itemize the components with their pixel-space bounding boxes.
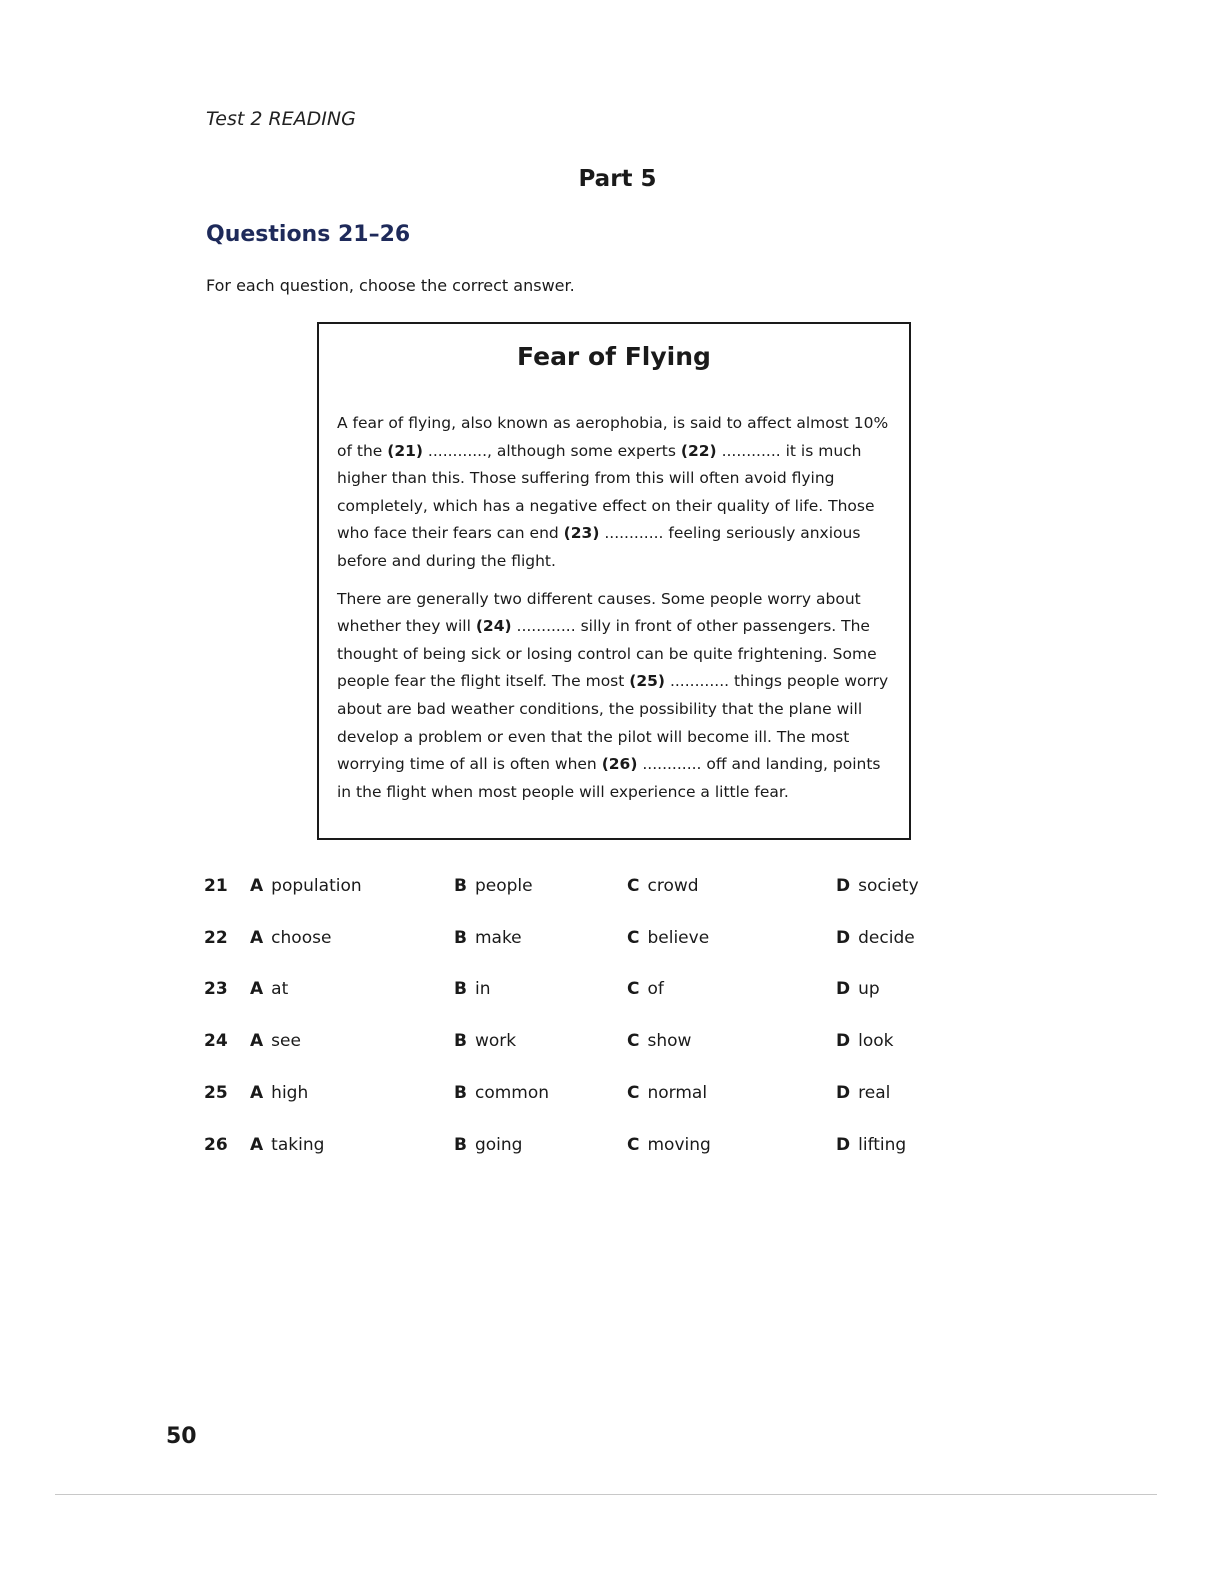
passage-text: ............, although some experts: [422, 441, 681, 460]
answer-row: [0, 1083, 1225, 1113]
option-d[interactable]: D real: [836, 1083, 891, 1103]
answer-row: [0, 1135, 1225, 1165]
gap-number-25: (25): [629, 672, 666, 691]
instruction-text: For each question, choose the correct answer.: [206, 276, 575, 295]
passage-text: A fear of flying, also known as aerophobia, is said to affect almost 10% of the: [337, 414, 889, 460]
answer-row: [0, 1031, 1225, 1061]
gap-number-24: (24): [475, 617, 512, 636]
part-title: Part 5: [578, 166, 657, 192]
option-d[interactable]: D society: [836, 876, 919, 896]
option-a[interactable]: A choose: [250, 928, 332, 948]
passage-text: ............ off and landing, points in the flight when most people will experience a little fear.: [337, 755, 881, 801]
answer-row: [0, 928, 1225, 958]
page-header: Test 2 READING: [206, 108, 356, 130]
passage-paragraph-1: [337, 410, 899, 576]
question-number: 23: [204, 979, 228, 999]
option-d[interactable]: D lifting: [836, 1135, 907, 1155]
passage-text: ............ silly in front of other passengers. The thought of being sick or losing control can be quite frightening. Some people fear the flight itself. The most: [337, 617, 877, 691]
option-c[interactable]: C believe: [627, 928, 710, 948]
passage-box: [317, 322, 911, 840]
question-number: 26: [204, 1135, 228, 1155]
option-a[interactable]: A high: [250, 1083, 309, 1103]
option-d[interactable]: D look: [836, 1031, 894, 1051]
question-number: 24: [204, 1031, 228, 1051]
option-a[interactable]: A at: [250, 979, 289, 999]
questions-heading: Questions 21–26: [206, 222, 411, 247]
gap-number-21: (21): [387, 441, 423, 460]
option-b[interactable]: B in: [454, 979, 491, 999]
option-a[interactable]: A population: [250, 876, 362, 896]
option-b[interactable]: B going: [454, 1135, 523, 1155]
option-a[interactable]: A taking: [250, 1135, 325, 1155]
option-b[interactable]: B make: [454, 928, 522, 948]
option-d[interactable]: D up: [836, 979, 880, 999]
passage-title: Fear of Flying: [517, 342, 711, 371]
gap-number-26: (26): [601, 755, 638, 774]
option-b[interactable]: B people: [454, 876, 533, 896]
option-c[interactable]: C moving: [627, 1135, 711, 1155]
passage-text: There are generally two different causes. Some people worry about whether they will: [337, 589, 861, 636]
page-number: 50: [166, 1424, 197, 1449]
answer-row: [0, 876, 1225, 906]
passage-text: ............ things people worry about are bad weather conditions, the possibility that the plane will develop a problem or even that the pilot will become ill. The most worrying time of all is often when: [337, 672, 889, 774]
option-c[interactable]: C crowd: [627, 876, 699, 896]
passage-paragraph-2: [337, 586, 899, 807]
option-b[interactable]: B work: [454, 1031, 517, 1051]
question-number: 21: [204, 876, 228, 896]
gap-number-23: (23): [563, 524, 600, 543]
option-c[interactable]: C of: [627, 979, 664, 999]
option-d[interactable]: D decide: [836, 928, 915, 948]
question-number: 22: [204, 928, 228, 948]
option-b[interactable]: B common: [454, 1083, 550, 1103]
option-c[interactable]: C show: [627, 1031, 692, 1051]
passage-body: [337, 410, 899, 816]
gap-number-22: (22): [680, 441, 717, 460]
option-a[interactable]: A see: [250, 1031, 301, 1051]
answer-row: [0, 979, 1225, 1009]
passage-text: ............ feeling seriously anxious before and during the flight.: [337, 524, 861, 570]
option-c[interactable]: C normal: [627, 1083, 708, 1103]
footer-divider: [55, 1494, 1157, 1495]
passage-text: ............ it is much higher than this. Those suffering from this will often avoid flying completely, which has a negative effect on their quality of life. Those who face their fears can end: [337, 441, 875, 543]
question-number: 25: [204, 1083, 228, 1103]
